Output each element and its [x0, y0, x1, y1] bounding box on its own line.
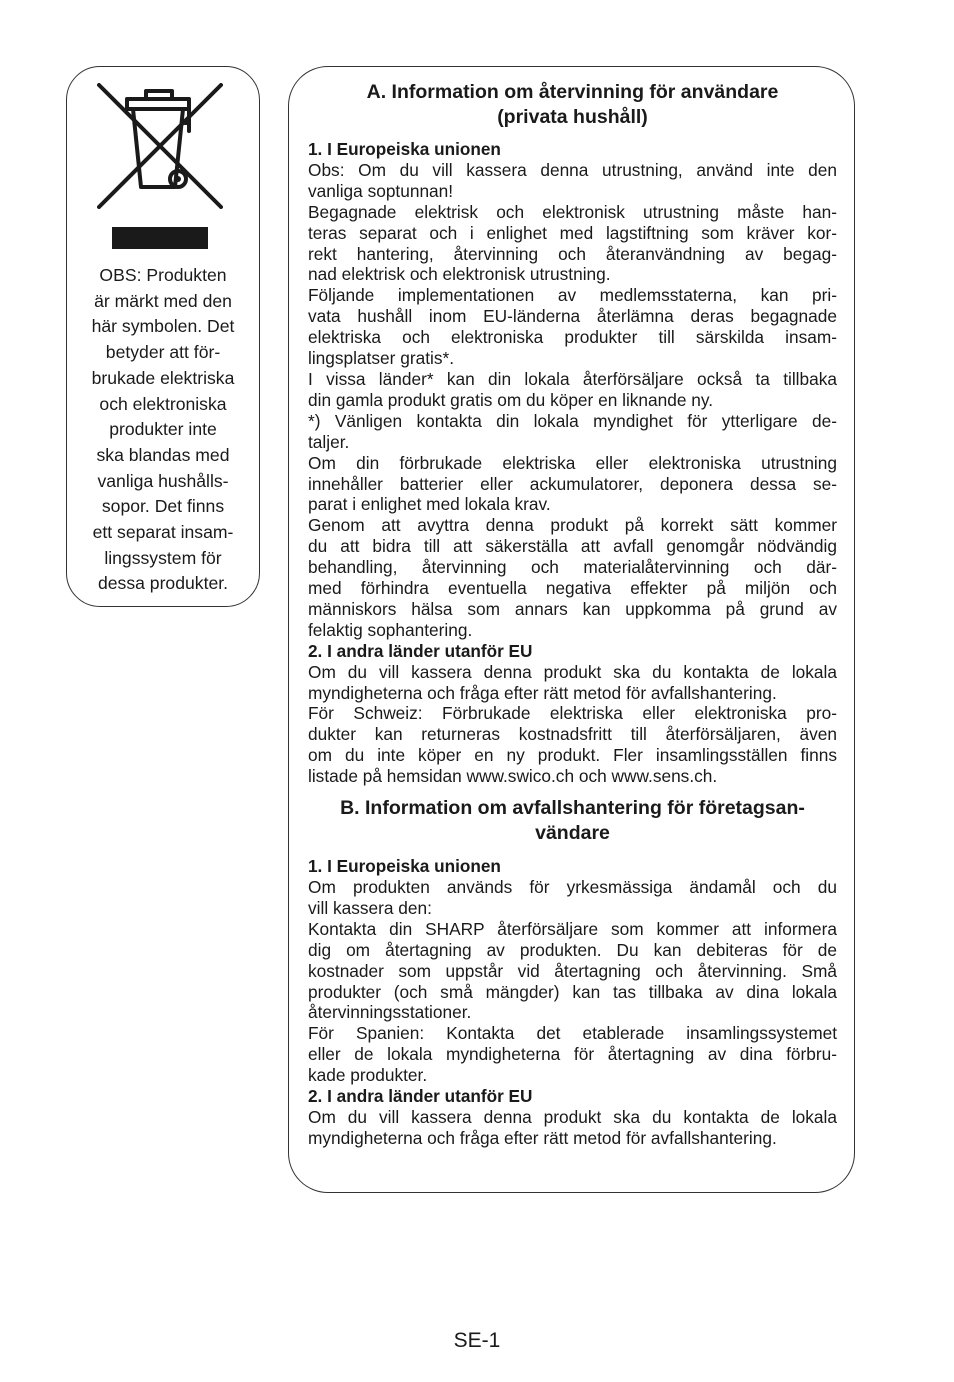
- paragraph-line: lingsplatser gratis*.: [308, 348, 454, 369]
- paragraph-line: felaktig sophantering.: [308, 619, 473, 640]
- paragraph-line: rekt hantering, återvinning och återanvändning av begag-: [308, 243, 837, 264]
- paragraph-line: parat i enlighet med lokala krav.: [308, 494, 551, 515]
- paragraph-line: återvinningsstationer.: [308, 1002, 472, 1023]
- notice-line: vanliga hushålls-: [97, 470, 229, 491]
- crossed-out-wheelie-bin-icon: [97, 83, 223, 209]
- paragraph-line: Begagnade elektrisk och elektronisk utrustning måste han-: [308, 201, 837, 222]
- paragraph-line: elektriska och elektroniska produkter till särskilda insam-: [308, 327, 837, 348]
- paragraph-line: Obs: Om du vill kassera denna utrustning, använd inte den: [308, 159, 837, 180]
- paragraph-line: dukter kan returneras kostnadsfritt till återförsäljaren, även: [308, 724, 837, 745]
- paragraph: [308, 411, 837, 453]
- paragraph-line: produkter (och små mängder) kan tas tillbaka av dina lokala: [308, 981, 837, 1002]
- paragraph-line: vanliga soptunnan!: [308, 180, 454, 201]
- paragraph: [308, 703, 837, 787]
- paragraph-line: Om produkten används för yrkesmässiga ändamål och du: [308, 877, 837, 897]
- section-a-title: [308, 80, 837, 130]
- notice-line: och elektroniska: [99, 393, 227, 414]
- paragraph-line: du att bidra till att säkerställa att avfall genomgår nödvändig: [308, 536, 837, 557]
- paragraph-line: nad elektrisk och elektronisk utrustning.: [308, 264, 611, 285]
- paragraph-line: människors hälsa som annars kan uppkomma på grund av: [308, 598, 837, 619]
- paragraph: [308, 285, 837, 369]
- paragraph-line: med förhindra eventuella negativa effekter på miljön och: [308, 578, 837, 599]
- paragraph-line: Följande implementationen av medlemsstaterna, kan pri-: [308, 285, 837, 306]
- page-number: SE-1: [453, 1329, 501, 1352]
- paragraph: [308, 453, 837, 516]
- paragraph-line: För Spanien: Kontakta det etablerade insamlingssystemet: [308, 1023, 837, 1044]
- paragraph-line: För Schweiz: Förbrukade elektriska eller elektroniska pro-: [308, 703, 837, 724]
- section-b-title-line: vändare: [535, 822, 610, 845]
- notice-line: är märkt med den: [94, 290, 232, 311]
- recycling-info-box: [288, 66, 855, 1193]
- section-a-non-eu: [308, 641, 837, 787]
- paragraph: [308, 515, 837, 640]
- notice-line: här symbolen. Det: [91, 316, 235, 337]
- notice-line: betyder att för-: [105, 342, 221, 363]
- paragraph-line: I vissa länder* kan din lokala återförsäljare också ta tillbaka: [308, 368, 837, 389]
- paragraph-line: Om du vill kassera denna produkt ska du kontakta de lokala: [308, 1106, 837, 1127]
- section-b-non-eu: [308, 1086, 837, 1149]
- paragraph-line: din gamla produkt gratis om du köper en liknande ny.: [308, 389, 714, 410]
- paragraph: [308, 1107, 837, 1149]
- weee-notice-text: [73, 263, 253, 597]
- notice-line: ska blandas med: [96, 444, 230, 465]
- notice-line: brukade elektriska: [91, 367, 235, 388]
- paragraph-line: innehåller batterier eller ackumulatorer, deponera dessa se-: [308, 473, 837, 494]
- paragraph-line: behandling, återvinning och materialåtervinning och där-: [308, 557, 837, 578]
- paragraph: [308, 1023, 837, 1086]
- paragraph: [308, 369, 837, 411]
- paragraph-line: teras separat och i enlighet med lagstiftning som kräver kor-: [308, 222, 837, 243]
- subsection-heading: 2. I andra länder utanför EU: [308, 640, 533, 661]
- section-a-title-line: A. Information om återvinning för användare: [366, 81, 779, 103]
- paragraph: [308, 662, 837, 704]
- paragraph-line: Om din förbrukade elektriska eller elektroniska utrustning: [308, 452, 837, 473]
- subsection-heading: 1. I Europeiska unionen: [308, 856, 501, 877]
- paragraph-line: vata hushåll inom EU-länderna återlämna deras begagnade: [308, 306, 837, 327]
- paragraph-line: vill kassera den:: [308, 897, 432, 918]
- paragraph-line: taljer.: [308, 431, 350, 452]
- section-b-title-line: B. Information om avfallshantering för företagsan-: [340, 797, 805, 820]
- section-a-title-line: (privata hushåll): [497, 106, 648, 128]
- paragraph-line: kade produkter.: [308, 1065, 428, 1086]
- notice-line: OBS: Produkten: [99, 265, 227, 285]
- notice-line: sopor. Det finns: [101, 496, 225, 517]
- paragraph: [308, 877, 837, 919]
- paragraph-line: myndigheterna och fråga efter rätt metod för avfallshantering.: [308, 1127, 777, 1148]
- paragraph-line: Genom att avyttra denna produkt på korrekt sätt kommer: [308, 515, 837, 536]
- paragraph-line: *) Vänligen kontakta din lokala myndighet för ytterligare de-: [308, 410, 837, 431]
- section-b-title: [308, 796, 837, 846]
- paragraph-line: eller de lokala myndigheterna för återtagning av dina förbru-: [308, 1044, 837, 1065]
- weee-notice-box: [66, 66, 260, 607]
- notice-line: dessa produkter.: [97, 573, 229, 594]
- recycling-info-content: [308, 80, 837, 1149]
- paragraph-line: Kontakta din SHARP återförsäljare som kommer att informera: [308, 918, 837, 939]
- subsection-heading: 1. I Europeiska unionen: [308, 139, 501, 159]
- paragraph-line: listade på hemsidan www.swico.ch och www.sens.ch.: [308, 766, 718, 787]
- paragraph: [308, 160, 837, 202]
- paragraph: [308, 919, 837, 1024]
- notice-line: lingssystem för: [104, 547, 222, 568]
- section-b-eu: [308, 856, 837, 1086]
- paragraph-line: kostnader som uppstår vid återtagning och återvinning. Små: [308, 960, 837, 981]
- section-a-eu: [308, 139, 837, 641]
- notice-line: produkter inte: [109, 419, 217, 440]
- black-bar: [112, 227, 208, 249]
- paragraph-line: dig om återtagning av produkten. Du kan debiteras för de: [308, 939, 837, 960]
- paragraph-line: myndigheterna och fråga efter rätt metod för avfallshantering.: [308, 682, 777, 703]
- notice-line: ett separat insam-: [92, 522, 234, 543]
- paragraph: [308, 202, 837, 286]
- paragraph-line: om du inte köper en ny produkt. Fler insamlingsställen finns: [308, 745, 837, 766]
- subsection-heading: 2. I andra länder utanför EU: [308, 1086, 533, 1107]
- paragraph-line: Om du vill kassera denna produkt ska du kontakta de lokala: [308, 661, 837, 682]
